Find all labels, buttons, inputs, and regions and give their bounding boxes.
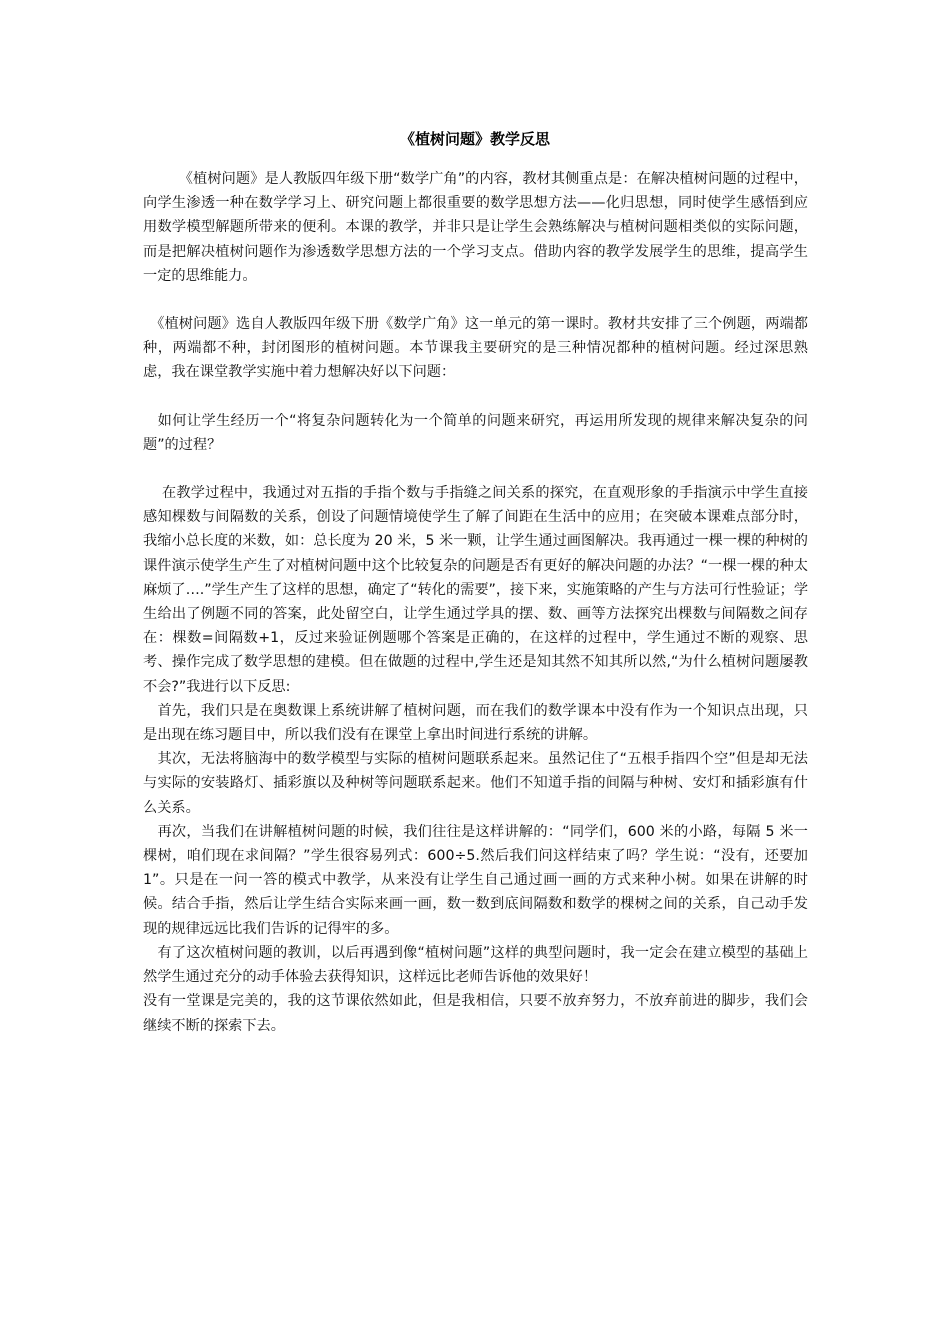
paragraph-teaching-process: 在教学过程中，我通过对五指的手指个数与手指缝之间关系的探究，在直观形象的手指演示中学生直接感知棵数与间隔数的关系，创设了问题情境使学生了解了间距在生活中的应用；在突破本课难点部分时，我缩小总长度的米数，如：总长度为 20 米，5 米一颗，让学生通过画图解决。我再通过一棵一棵的种树的课件演示使学生产生了对植树问题中这个比较复杂的问题是否有更好的解决问题的办法？“一棵一棵的种太麻烦了….”学生产生了这样的思想，确定了“转化的需要”，接下来，实施策略的产生与方法可行性验证；学生给出了例题不同的答案，此处留空白，让学生通过学具的摆、数、画等方法探究出棵数与间隔数之间存在：棵数=间隔数+1，反过来验证例题哪个答案是正确的，在这样的过程中，学生通过不断的观察、思考、操作完成了数学思想的建模。但在做题的过程中,学生还是知其然不知其所以然,“为什么植树问题屡教不会?”我进行以下反思: <box>143 485 809 695</box>
paragraph-lesson-overview: 《植树问题》选自人教版四年级下册《数学广角》这一单元的第一课时。教材共安排了三个例题，两端都种，两端都不种，封闭图形的植树问题。本节课我主要研究的是三种情况都种的植树问题。经过深思熟虑，我在课堂教学实施中着力想解决好以下问题： <box>143 316 808 381</box>
document-body <box>143 167 808 1038</box>
paragraph-gap <box>143 385 808 409</box>
paragraph-key-question: 如何让学生经历一个“将复杂问题转化为一个简单的问题来研究，再运用所发现的规律来解决复杂的问题”的过程？ <box>143 412 808 453</box>
paragraph-reflection-first: 首先，我们只是在奥数课上系统讲解了植树问题，而在我们的数学课本中没有作为一个知识点出现，只是出现在练习题目中，所以我们没有在课堂上拿出时间进行系统的讲解。 <box>143 702 808 744</box>
document-title: 《植树问题》教学反思 <box>399 130 550 148</box>
paragraph-gap <box>143 457 808 481</box>
paragraph-conclusion: 没有一堂课是完美的，我的这节课依然如此，但是我相信，只要不放弃努力，不放弃前进的脚步，我们会继续不断的探索下去。 <box>143 993 808 1034</box>
paragraph-gap <box>143 288 808 312</box>
paragraph-lesson-learned: 有了这次植树问题的教训，以后再遇到像“植树问题”这样的典型问题时，我一定会在建立模型的基础上然学生通过充分的动手体验去获得知识，这样远比老师告诉他的效果好！ <box>143 944 808 986</box>
paragraph-reflection-third: 再次，当我们在讲解植树问题的时候，我们往往是这样讲解的：“同学们，600 米的小路，每隔 5 米一棵树，咱们现在求间隔？”学生很容易列式：600÷5.然后我们问这样结束了吗？学生说：“没有，还要加 1”。只是在一问一答的模式中教学，从来没有让学生自己通过画一画的方式来种小树。如果在讲解的时候。结合手指，然后让学生结合实际来画一画，数一数到底间隔数和数学的棵树之间的关系，自己动手发现的规律远远比我们告诉的记得牢的多。 <box>143 823 808 937</box>
paragraph-reflection-second: 其次，无法将脑海中的数学模型与实际的植树问题联系起来。虽然记住了“五根手指四个空”但是却无法与实际的安装路灯、插彩旗以及种树等问题联系起来。他们不知道手指的间隔与种树、安灯和插彩旗有什么关系。 <box>143 751 808 816</box>
paragraph-intro: 《植树问题》是人教版四年级下册“数学广角”的内容，教材其侧重点是：在解决植树问题的过程中，向学生渗透一种在数学学习上、研究问题上都很重要的数学思想方法——化归思想，同时使学生感悟到应用数学模型解题所带来的便利。本课的教学，并非只是让学生会熟练解决与植树问题相类似的实际问题，而是把解决植树问题作为渗透数学思想方法的一个学习支点。借助内容的教学发展学生的思维，提高学生一定的思维能力。 <box>143 171 808 284</box>
